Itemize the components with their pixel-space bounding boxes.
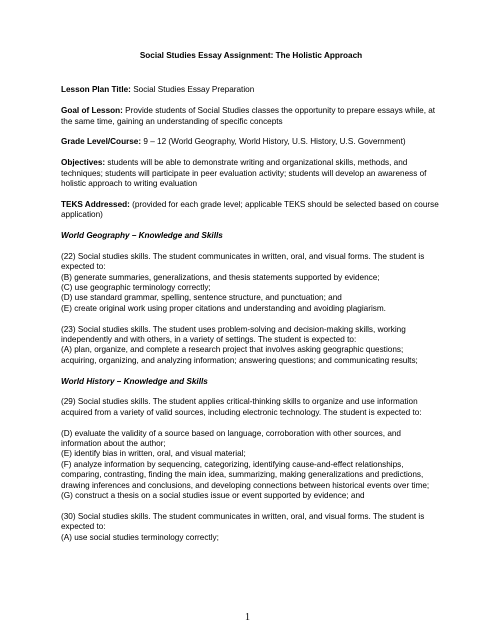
wg-item-22 — [61, 252, 441, 314]
wh-item-30 — [61, 512, 441, 543]
world-geography-heading: World Geography – Knowledge and Skills — [61, 231, 223, 241]
wg-23-intro: (23) Social studies skills. The student uses problem-solving and decision-making skills, working independently and with others, in a variety of settings. The student is expected to: — [61, 324, 406, 345]
teks-addressed — [61, 200, 441, 221]
grade-level — [61, 137, 441, 147]
wh-30-intro: (30) Social studies skills. The student communicates in written, oral, and visual forms. The student is expected to: — [61, 511, 425, 532]
wh-29-d: (D) evaluate the validity of a source based on language, corroboration with other sources, and information about the author; — [61, 428, 401, 449]
wh-29-f: (F) analyze information by sequencing, categorizing, identifying cause-and-effect relationships, comparing, contrasting, finding the main idea, summarizing, making generalizations and predictions, drawing inferences and conclusions, and developing connections between historical events over time; — [61, 459, 430, 490]
document-title: Social Studies Essay Assignment: The Holistic Approach — [139, 51, 363, 60]
wh-29-g: (G) construct a thesis on a social studies issue or event supported by evidence; and — [61, 491, 365, 501]
objectives-label: Objectives: — [61, 158, 106, 168]
lesson-plan-title-label: Lesson Plan Title: — [61, 85, 131, 95]
objectives-value: students will be able to demonstrate writing and organizational skills, methods, and techniques; students will participate in peer evaluation activity; students will develop an awareness of holistic approach to writing evaluation — [61, 158, 427, 189]
objectives — [61, 158, 441, 189]
goal-value: Provide students of Social Studies classes the opportunity to prepare essays while, at the same time, gaining an understanding of specific concepts — [61, 106, 436, 126]
wg-22-intro: (22) Social studies skills. The student communicates in written, oral, and visual forms. The student is expected to: — [61, 251, 425, 272]
wg-22-e: (E) create original work using proper citations and understanding and avoiding plagiarism. — [61, 303, 386, 313]
lesson-plan-title — [61, 85, 441, 95]
teks-value: (provided for each grade level; applicable TEKS should be selected based on course application) — [61, 199, 439, 220]
wg-item-23 — [61, 325, 441, 367]
goal-of-lesson — [61, 106, 441, 127]
wh-30-a: (A) use social studies terminology correctly; — [61, 532, 219, 542]
wh-29-e: (E) identify bias in written, oral, and visual material; — [61, 449, 246, 459]
wg-22-d: (D) use standard grammar, spelling, sentence structure, and punctuation; and — [61, 293, 342, 303]
page-number: 1 — [245, 612, 250, 623]
wh-item-29-intro: (29) Social studies skills. The student applies critical-thinking skills to organize and use information acquired from a variety of valid sources, including electronic technology. The student is expected to: — [61, 397, 422, 417]
wg-22-c: (C) use geographic terminology correctly; — [61, 283, 211, 293]
wg-23-a: (A) plan, organize, and complete a research project that involves asking geographic questions; acquiring, organizing, and analyzing information; answering questions; and communicating results; — [61, 345, 418, 365]
grade-value: 9 – 12 (World Geography, World History, U.S. History, U.S. Government) — [143, 137, 406, 147]
grade-label: Grade Level/Course: — [61, 137, 142, 147]
wg-22-b: (B) generate summaries, generalizations, and thesis statements supported by evidence; — [61, 272, 380, 282]
goal-label: Goal of Lesson: — [61, 106, 123, 116]
wh-item-29-list — [61, 429, 441, 502]
lesson-plan-title-value: Social Studies Essay Preparation — [133, 85, 255, 95]
teks-label: TEKS Addressed: — [61, 199, 130, 209]
world-history-heading: World History – Knowledge and Skills — [61, 376, 208, 386]
document-body — [61, 51, 441, 554]
